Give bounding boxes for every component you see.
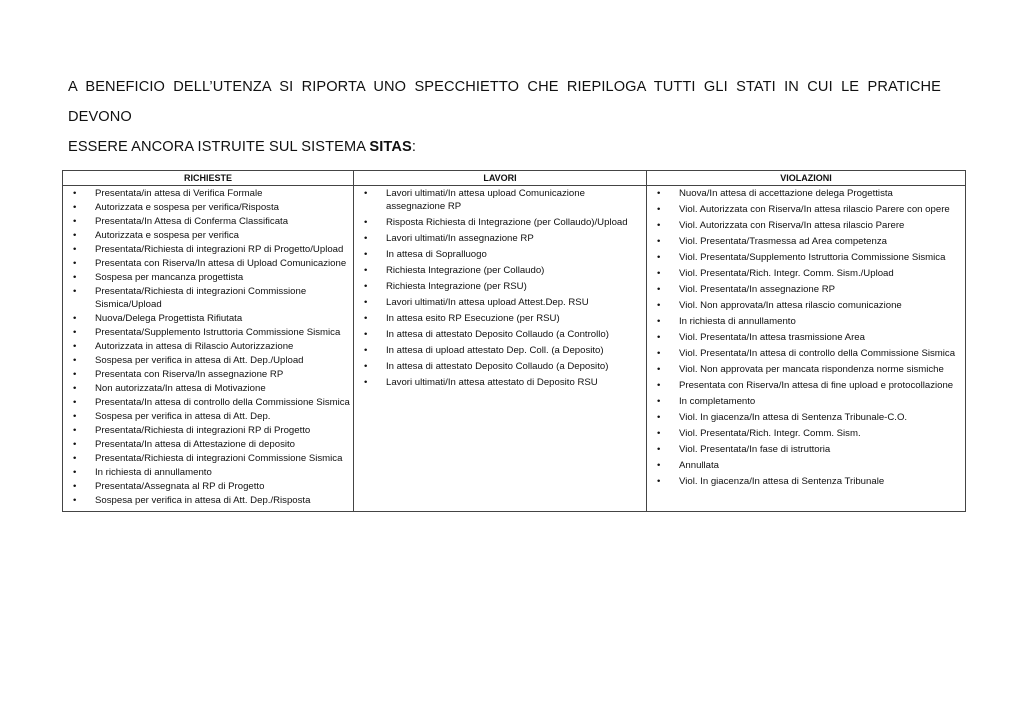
violazioni-item: • Viol. Presentata/In attesa trasmissione Area <box>649 331 963 344</box>
status-table <box>62 170 966 512</box>
richieste-item: • Sospesa per verifica in attesa di Att. Dep./Risposta <box>65 494 351 507</box>
richieste-item: • Autorizzata e sospesa per verifica/Risposta <box>65 201 351 214</box>
lavori-list <box>356 187 644 389</box>
lavori-item: • In attesa di attestato Deposito Collaudo (a Deposito) <box>356 360 644 373</box>
violazioni-item: • Viol. Presentata/In assegnazione RP <box>649 283 963 296</box>
lavori-item: • In attesa di Sopralluogo <box>356 248 644 261</box>
richieste-item: • In richiesta di annullamento <box>65 466 351 479</box>
column-header-richieste: RICHIESTE <box>63 171 354 186</box>
intro-line-2 <box>68 132 941 162</box>
violazioni-item: • Nuova/In attesa di accettazione delega Progettista <box>649 187 963 200</box>
lavori-cell <box>354 186 647 512</box>
violazioni-item: • Viol. Non approvata/In attesa rilascio comunicazione <box>649 299 963 312</box>
richieste-item: • Presentata/Assegnata al RP di Progetto <box>65 480 351 493</box>
violazioni-item: • Annullata <box>649 459 963 472</box>
richieste-item: • Presentata/Supplemento Istruttoria Commissione Sismica <box>65 326 351 339</box>
violazioni-item: • Viol. Presentata/Rich. Integr. Comm. Sism. <box>649 427 963 440</box>
violazioni-list <box>649 187 963 488</box>
violazioni-cell <box>647 186 966 512</box>
violazioni-item: • Viol. Autorizzata con Riserva/In attesa rilascio Parere con opere <box>649 203 963 216</box>
violazioni-item: • Viol. Presentata/In attesa di controllo della Commissione Sismica <box>649 347 963 360</box>
violazioni-item: • Viol. Presentata/Trasmessa ad Area competenza <box>649 235 963 248</box>
lavori-item: • Risposta Richiesta di Integrazione (per Collaudo)/Upload <box>356 216 644 229</box>
richieste-item: • Presentata/In attesa di Attestazione di deposito <box>65 438 351 451</box>
violazioni-item: • In richiesta di annullamento <box>649 315 963 328</box>
richieste-item: • Presentata/Richiesta di integrazioni Commissione Sismica/Upload <box>65 285 351 311</box>
lavori-item: • Lavori ultimati/In attesa attestato di Deposito RSU <box>356 376 644 389</box>
column-header-lavori: LAVORI <box>354 171 647 186</box>
violazioni-item: • Viol. In giacenza/In attesa di Sentenza Tribunale-C.O. <box>649 411 963 424</box>
violazioni-item: • In completamento <box>649 395 963 408</box>
lavori-item: • In attesa di attestato Deposito Collaudo (a Controllo) <box>356 328 644 341</box>
richieste-cell <box>63 186 354 512</box>
violazioni-item: • Viol. Presentata/Rich. Integr. Comm. Sism./Upload <box>649 267 963 280</box>
richieste-item: • Non autorizzata/In attesa di Motivazione <box>65 382 351 395</box>
richieste-item: • Presentata/in attesa di Verifica Formale <box>65 187 351 200</box>
lavori-item: • In attesa di upload attestato Dep. Coll. (a Deposito) <box>356 344 644 357</box>
richieste-item: • Presentata/In attesa di controllo della Commissione Sismica <box>65 396 351 409</box>
lavori-item: • Richiesta Integrazione (per RSU) <box>356 280 644 293</box>
richieste-item: • Nuova/Delega Progettista Rifiutata <box>65 312 351 325</box>
violazioni-item: • Viol. Non approvata per mancata rispondenza norme sismiche <box>649 363 963 376</box>
column-header-violazioni: VIOLAZIONI <box>647 171 966 186</box>
table-body-row <box>63 186 966 512</box>
richieste-item: • Presentata/Richiesta di integrazioni RP di Progetto <box>65 424 351 437</box>
lavori-item: • Richiesta Integrazione (per Collaudo) <box>356 264 644 277</box>
lavori-item: • Lavori ultimati/In attesa upload Attest.Dep. RSU <box>356 296 644 309</box>
lavori-item: • In attesa esito RP Esecuzione (per RSU) <box>356 312 644 325</box>
richieste-item: • Presentata con Riserva/In attesa di Upload Comunicazione <box>65 257 351 270</box>
richieste-item: • Presentata/Richiesta di integrazioni Commissione Sismica <box>65 452 351 465</box>
table-header-row <box>63 171 966 186</box>
richieste-item: • Sospesa per verifica in attesa di Att. Dep. <box>65 410 351 423</box>
richieste-item: • Autorizzata in attesa di Rilascio Autorizzazione <box>65 340 351 353</box>
intro-line-2-text: ESSERE ANCORA ISTRUITE SUL SISTEMA <box>68 139 370 155</box>
violazioni-item: • Presentata con Riserva/In attesa di fine upload e protocollazione <box>649 379 963 392</box>
violazioni-item: • Viol. Autorizzata con Riserva/In attesa rilascio Parere <box>649 219 963 232</box>
intro-line-2-colon: : <box>411 139 416 155</box>
lavori-item: • Lavori ultimati/In attesa upload Comunicazione assegnazione RP <box>356 187 644 213</box>
richieste-item: • Presentata/In Attesa di Conferma Classificata <box>65 215 351 228</box>
violazioni-item: • Viol. Presentata/Supplemento Istruttoria Commissione Sismica <box>649 251 963 264</box>
violazioni-item: • Viol. Presentata/In fase di istruttoria <box>649 443 963 456</box>
richieste-item: • Presentata con Riserva/In assegnazione RP <box>65 368 351 381</box>
richieste-list <box>65 187 351 507</box>
richieste-item: • Sospesa per verifica in attesa di Att. Dep./Upload <box>65 354 351 367</box>
richieste-item: • Presentata/Richiesta di integrazioni RP di Progetto/Upload <box>65 243 351 256</box>
violazioni-item: • Viol. In giacenza/In attesa di Sentenza Tribunale <box>649 475 963 488</box>
intro-line-1: A BENEFICIO DELL’UTENZA SI RIPORTA UNO SPECCHIETTO CHE RIEPILOGA TUTTI GLI STATI IN CUI LE PRATICHE DEVONO <box>68 79 941 125</box>
lavori-item: • Lavori ultimati/In assegnazione RP <box>356 232 644 245</box>
system-name: SITAS <box>369 139 412 155</box>
richieste-item: • Sospesa per mancanza progettista <box>65 271 351 284</box>
intro-paragraph <box>68 72 941 162</box>
richieste-item: • Autorizzata e sospesa per verifica <box>65 229 351 242</box>
